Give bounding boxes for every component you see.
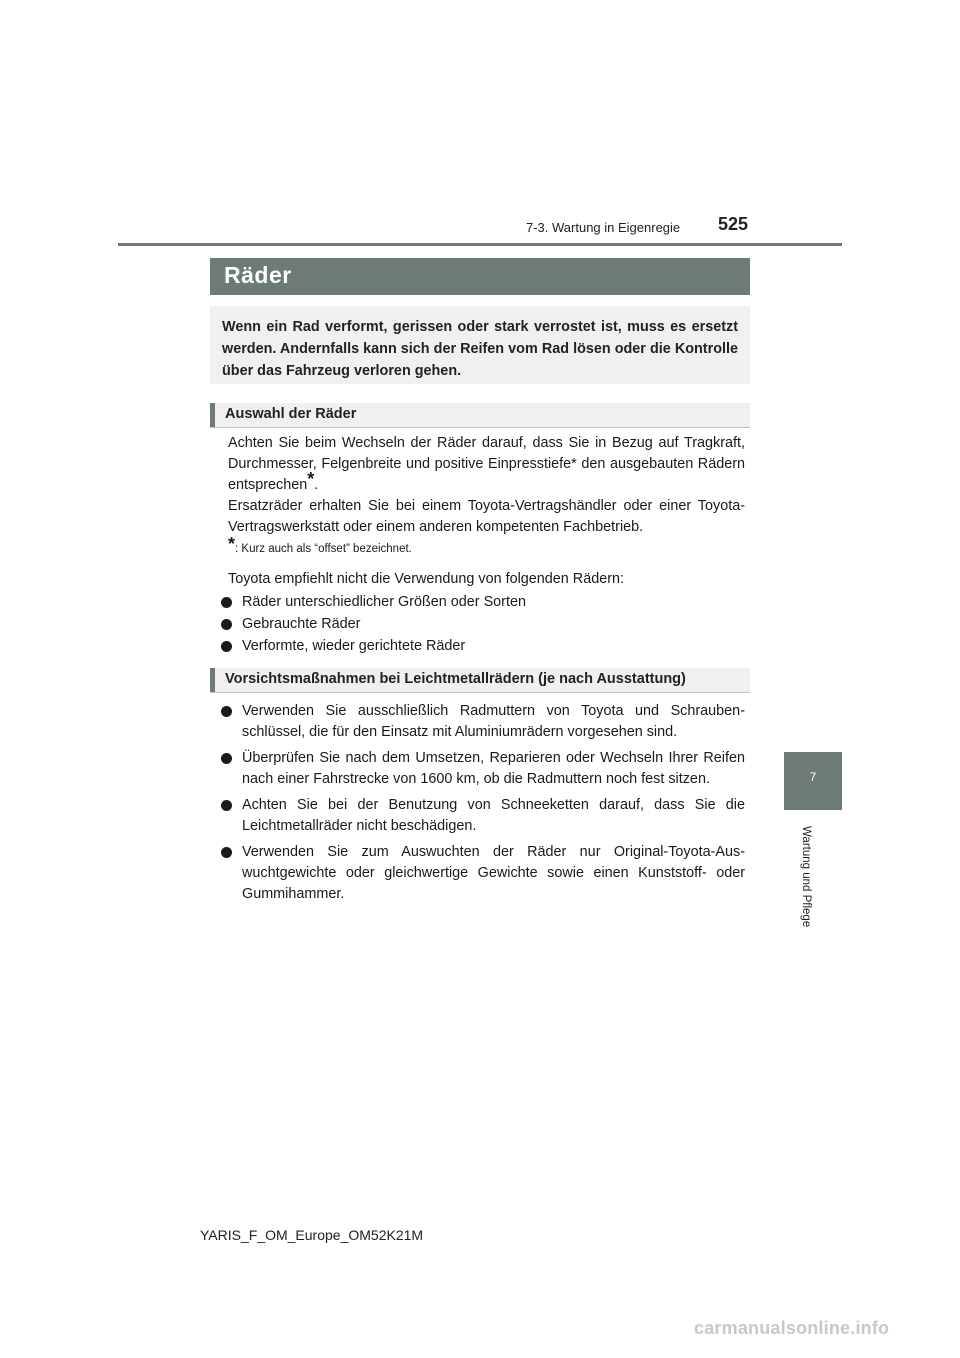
chapter-label: Wartung und Pflege (800, 826, 812, 928)
list-item-text: Verformte, wieder gerichtete Räder (242, 638, 466, 654)
list-item-text: Überprüfen Sie nach dem Umsetzen, Reparieren oder Wechseln Ihrer Reifen nach einer Fahrstrecke von 1600 km, ob die Radmuttern noch fest sitzen. (242, 750, 745, 787)
section-accent (210, 403, 215, 427)
footnote-star: * (228, 534, 236, 554)
header-divider (118, 243, 842, 246)
wheel-bullet-list (221, 592, 742, 658)
section-heading-1: Auswahl der Räder (225, 406, 357, 422)
footnote (228, 534, 412, 555)
paragraph-1-text: Achten Sie beim Wechseln der Räder darauf, dass Sie in Bezug auf Tragkraft, Durchmesser, Felgenbreite und positive Einpresstiefe* den ausgebauten Rädern entsprechen (228, 435, 745, 493)
section1-recommendation: Toyota empfiehlt nicht die Verwendung von folgenden Rädern: (228, 571, 625, 587)
section1-paragraph-2: Ersatzräder erhalten Sie bei einem Toyota-Vertragshändler oder einer Toyota-Vertragswerkstatt oder einem anderen kompetenten Fachbetrieb. (228, 498, 745, 535)
chapter-number: 7 (809, 770, 817, 784)
bullet-icon (221, 847, 232, 858)
list-item (221, 748, 745, 790)
title-bar (210, 258, 750, 295)
watermark: carmanualsonline.info (694, 1318, 890, 1338)
section1-paragraph-1 (228, 433, 745, 496)
bullet-icon (221, 800, 232, 811)
list-item (221, 636, 742, 657)
list-item (221, 842, 745, 905)
document-code: YARIS_F_OM_Europe_OM52K21M (200, 1227, 424, 1243)
list-item (221, 701, 745, 743)
footnote-text: : Kurz auch als “offset” bezeichnet. (235, 543, 412, 555)
bullet-icon (221, 706, 232, 717)
bullet-icon (221, 753, 232, 764)
list-item-text: Verwenden Sie zum Auswuchten der Räder nur Original-Toyota-Auswuchtgewichte oder gleichwertige Gewichte sowie einen Kunststoff- oder Gummihammer. (242, 844, 745, 902)
paragraph-1-end: . (314, 477, 319, 493)
list-item-text: Räder unterschiedlicher Größen oder Sorten (242, 594, 526, 610)
intro-box (210, 306, 750, 384)
list-item-text: Achten Sie bei der Benutzung von Schneeketten darauf, dass Sie die Leichtmetallräder nicht beschädigen. (242, 797, 745, 834)
list-item-text: Gebrauchte Räder (242, 616, 361, 632)
section-heading-bar-2 (210, 668, 750, 693)
section-heading-bar-1 (210, 403, 750, 428)
page-number: 525 (718, 214, 749, 234)
list-item (221, 614, 742, 635)
intro-text: Wenn ein Rad verformt, gerissen oder stark verrostet ist, muss es ersetzt werden. Andernfalls kann sich der Reifen vom Rad lösen oder die Kontrolle über das Fahrzeug verloren gehen. (222, 319, 738, 379)
header-section-title: 7-3. Wartung in Eigenregie (526, 220, 681, 235)
page-title: Räder (224, 262, 292, 288)
bullet-icon (221, 619, 232, 630)
alloy-wheel-bullet-list (221, 701, 745, 910)
footnote-marker: * (307, 469, 315, 489)
bullet-icon (221, 641, 232, 652)
list-item (221, 795, 745, 837)
chapter-tab (784, 752, 842, 810)
section1-body (228, 433, 745, 538)
list-item (221, 592, 742, 613)
bullet-icon (221, 597, 232, 608)
section-heading-2: Vorsichtsmaßnahmen bei Leichtmetallrädern (je nach Ausstattung) (225, 671, 686, 687)
list-item-text: Verwenden Sie ausschließlich Radmuttern von Toyota und Schraubenschlüssel, die für den Einsatz mit Aluminiumrädern vorgesehen sind. (242, 703, 745, 740)
section-accent (210, 668, 215, 692)
